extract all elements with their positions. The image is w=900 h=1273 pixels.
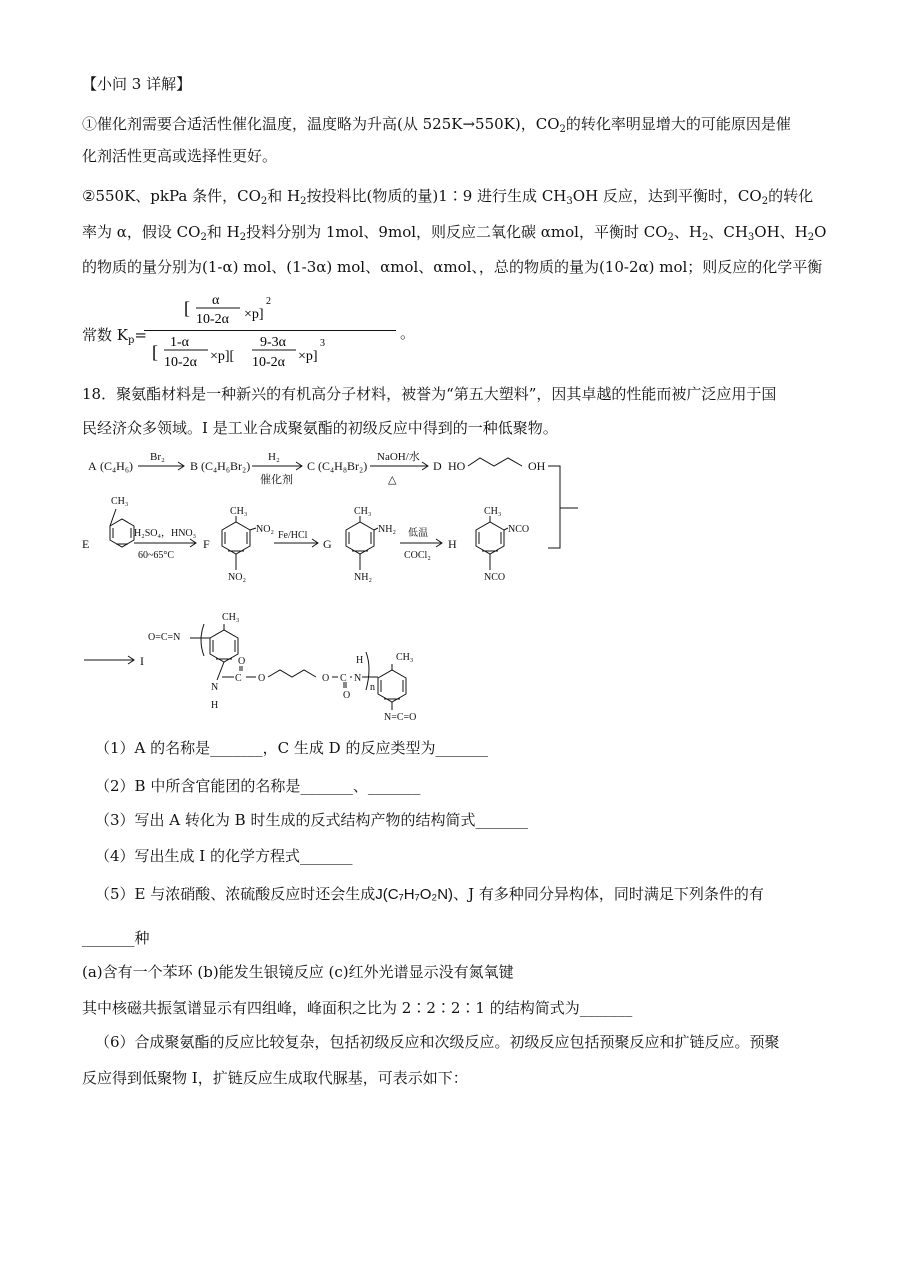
kp-den-times-p2: ×p] [298, 349, 318, 364]
benzene-ring-g [346, 522, 374, 554]
question-5: （5）E 与浓硝酸、浓硫酸反应时还会生成J(C₇H₇O₂N)、J 有多种同分异构体，同时满足下列条件的有 [95, 885, 764, 903]
section-heading: 【小问 3 详解】 [82, 75, 192, 93]
reagent-nitration: H₂SO₄，HNO₃ [134, 528, 197, 539]
kp-end: 。 [400, 324, 416, 342]
label-ch3-g: CH₃ [354, 506, 372, 517]
label-ch3-i2: CH₃ [396, 652, 414, 663]
answer-line-4: 率为 α，假设 $CO_2$和 $H_2$投料分别为 1mol、9mol，则反应二氧化碳 αmol，平衡时 $CO_2$、$H_2$、$CH_3OH$、$H_2O$ [82, 223, 827, 243]
label-oh: OH [528, 459, 546, 473]
kp-num-exp: 2 [266, 296, 271, 307]
butanediol-chain [468, 458, 522, 466]
benzene-ring-e [110, 519, 134, 547]
answer-line-2: 化剂活性更高或选择性更好。 [82, 147, 278, 165]
i-butane-chain [268, 670, 316, 677]
reagent-fe-hcl: Fe/HCl [278, 530, 308, 541]
label-n-subscript: n [370, 682, 375, 693]
kp-num-alpha: α [212, 293, 220, 308]
label-n-i2: N [354, 673, 362, 684]
kp-den-bracket1-open: [ [152, 342, 158, 362]
label-c-i2: C [340, 673, 347, 684]
label-o-i1b: O [258, 673, 266, 684]
label-ch3-h: CH₃ [484, 506, 502, 517]
compound-g: G [323, 537, 332, 551]
label-c-i1: C [235, 673, 242, 684]
label-no2-f1: NO₂ [256, 524, 274, 535]
question-5-blank: _______种 [82, 929, 150, 947]
label-nco-i: N=C=O [384, 712, 417, 723]
label-no2-f2: NO₂ [228, 572, 246, 583]
label-ch3-e: CH₃ [111, 496, 129, 507]
kp-den-9a: 9-3α [260, 335, 286, 350]
label-ch3-i1: CH₃ [222, 612, 240, 623]
label-nh2-g2: NH₂ [354, 572, 372, 583]
kp-num-bracket-open: [ [184, 298, 190, 318]
label-h-i1: H [211, 700, 219, 711]
benzene-ring-i1 [210, 630, 238, 662]
label-ho: HO [448, 459, 466, 473]
conditions: (a)含有一个苯环 (b)能发生银镜反应 (c)红外光谱显示没有氮氧键 [82, 963, 514, 981]
kp-num-times-p: ×p] [244, 307, 264, 322]
reagent-catalyst: 催化剂 [260, 474, 293, 486]
label-nco-h1: NCO [508, 524, 530, 535]
compound-f: F [203, 537, 210, 551]
question-6-line-2: 反应得到低聚物 I，扩链反应生成取代脲基，可表示如下： [82, 1069, 468, 1087]
bracket-left [201, 624, 204, 656]
compound-h: H [448, 537, 457, 551]
reagent-br2: Br₂ [150, 451, 165, 463]
answer-line-3: ②550K、pkPa 条件，$CO_2$和 $H_2$按投料比(物质的量)1∶9 进行生成 $CH_3OH$ 反应，达到平衡时，$CO_2$的转化 [82, 187, 814, 207]
compound-i: I [140, 654, 144, 668]
compound-b: B [190, 459, 199, 473]
compound-a: A [88, 459, 97, 473]
kp-den-den2: 10-2α [252, 355, 285, 370]
question-6-line-1: （6）合成聚氨酯的反应比较复杂，包括初级反应和次级反应。初级反应包括预聚反应和扩链反应。预聚 [95, 1033, 780, 1051]
reagent-temp: 60~65°C [138, 550, 175, 561]
label-ch3-f: CH₃ [230, 506, 248, 517]
compound-c-formula: (C₄H₈Br₂) [318, 459, 368, 473]
reagent-lowtemp: 低温 [408, 528, 428, 539]
question-4: （4）写出生成 I 的化学方程式_______ [95, 847, 353, 865]
bracket-right [366, 652, 369, 690]
answer-line-1: ①催化剂需要合适活性催化温度，温度略为升高(从 525K→550K)，$CO_2$的转化率明显增大的可能原因是催 [82, 115, 791, 135]
reagent-naoh: NaOH/水 [377, 451, 420, 463]
answer-line-5: 的物质的量分别为(1-α) mol、(1-3α) mol、αmol、αmol、，总的物质的量为(10-2α) mol；则反应的化学平衡 [82, 258, 823, 276]
label-n-i1: N [211, 682, 219, 693]
kp-den-den1: 10-2α [164, 355, 197, 370]
label-o-i2b: O [343, 690, 351, 701]
compound-c: C [307, 459, 316, 473]
label-o-i2a: O [322, 673, 330, 684]
compound-e: E [82, 537, 90, 551]
reagent-h2: H₂ [268, 451, 280, 463]
combine-bracket [548, 466, 560, 548]
kp-label: 常数 $K_p=$ [82, 326, 147, 346]
nmr-line: 其中核磁共振氢谱显示有四组峰，峰面积之比为 2∶2∶2∶1 的结构简式为_______ [82, 999, 633, 1017]
label-h-i2: H [356, 655, 364, 666]
kp-num-den: 10-2α [196, 312, 229, 327]
q18-intro-line-1: 18．聚氨酯材料是一种新兴的有机高分子材料，被誉为“第五大塑料”，因其卓越的性能而被广泛应用于国 [82, 385, 777, 403]
compound-d: D [433, 459, 442, 473]
label-nco-h2: NCO [484, 572, 506, 583]
reagent-cocl2: COCl₂ [404, 550, 431, 561]
label-o-i1a: O [238, 656, 246, 667]
kp-den-exp: 3 [320, 338, 325, 349]
kp-den-1a: 1-α [170, 335, 189, 350]
q18-intro-line-2: 民经济众多领域。I 是工业合成聚氨酯的初级反应中得到的一种低聚物。 [82, 419, 558, 437]
label-ocn: O=C=N [148, 632, 181, 643]
benzene-ring-i2 [378, 670, 406, 702]
label-nh2-g1: NH₂ [378, 524, 396, 535]
benzene-ring-f [222, 522, 250, 554]
question-2: （2）B 中所含官能团的名称是_______、_______ [95, 777, 421, 795]
question-1: （1）A 的名称是_______，C 生成 D 的反应类型为_______ [95, 739, 488, 757]
compound-b-formula: (C₄H₆Br₂) [201, 459, 251, 473]
question-3: （3）写出 A 转化为 B 时生成的反式结构产物的结构简式_______ [95, 811, 528, 829]
kp-den-times-p1: ×p][ [210, 349, 235, 364]
reagent-heat: △ [388, 474, 397, 486]
benzene-ring-h [476, 522, 504, 554]
compound-a-formula: (C₄H₆) [100, 459, 134, 473]
